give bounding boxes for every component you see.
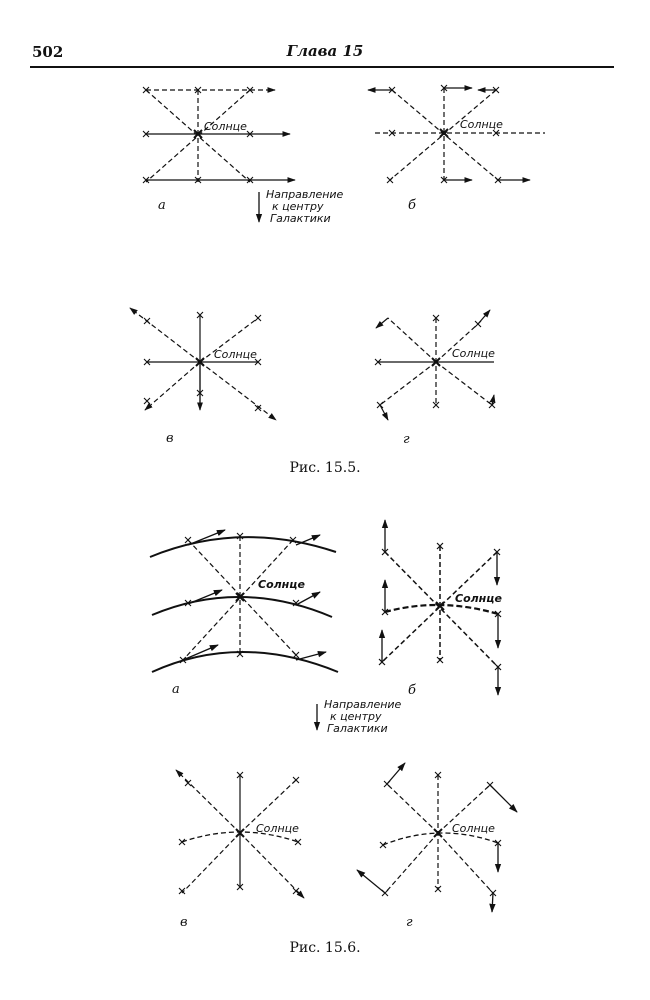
fig-15-6-b-letter: б — [408, 683, 416, 698]
fig-15-5-caption: Рис. 15.5. — [289, 460, 361, 476]
fig-15-6-direction-line-3: Галактики — [327, 722, 388, 735]
running-head: Глава 15 — [286, 42, 364, 60]
fig-15-5-a-sun-label: Солнце — [204, 120, 247, 133]
fig-15-5-v-sun-label: Солнце — [214, 348, 257, 361]
fig-15-6-a-letter: а — [172, 682, 180, 697]
fig-15-5-b-sun-label: Солнце — [460, 118, 503, 131]
fig-15-5-g-sun-label: Солнце — [452, 347, 495, 360]
fig-15-5-v-letter: в — [166, 431, 174, 446]
fig-15-6-panel-b — [379, 520, 501, 695]
fig-15-5-panel-v — [130, 308, 276, 420]
page-number: 502 — [32, 43, 64, 61]
fig-15-6-direction-line-1: Направление — [324, 698, 402, 711]
fig-15-5-b-letter: б — [408, 198, 416, 213]
fig-15-6-a-sun-label: Солнце — [258, 578, 305, 591]
fig-15-6-panel-g — [357, 763, 517, 912]
fig-15-5-panel-a — [143, 87, 295, 183]
fig-15-6-v-letter: в — [180, 915, 188, 930]
fig-15-6-caption: Рис. 15.6. — [289, 940, 361, 956]
fig-15-5-panel-g — [375, 310, 495, 420]
fig-15-6-g-letter: г — [406, 915, 413, 930]
figure-15-6 — [150, 520, 517, 930]
fig-15-5-direction-line-2: к центру — [272, 200, 324, 213]
fig-15-5-direction-line-1: Направление — [266, 188, 344, 201]
fig-15-6-g-sun-label: Солнце — [452, 822, 495, 835]
fig-15-6-panel-a — [150, 530, 338, 672]
fig-15-5-panel-b — [368, 85, 545, 183]
fig-15-6-v-sun-label: Солнце — [256, 822, 299, 835]
fig-15-6-direction-line-2: к центру — [330, 710, 382, 723]
fig-15-5-g-letter: г — [403, 432, 410, 447]
fig-15-5-direction-line-3: Галактики — [270, 212, 331, 225]
figure-15-5 — [130, 85, 545, 447]
fig-15-6-b-sun-label: Солнце — [455, 592, 502, 605]
fig-15-5-a-letter: а — [158, 198, 166, 213]
